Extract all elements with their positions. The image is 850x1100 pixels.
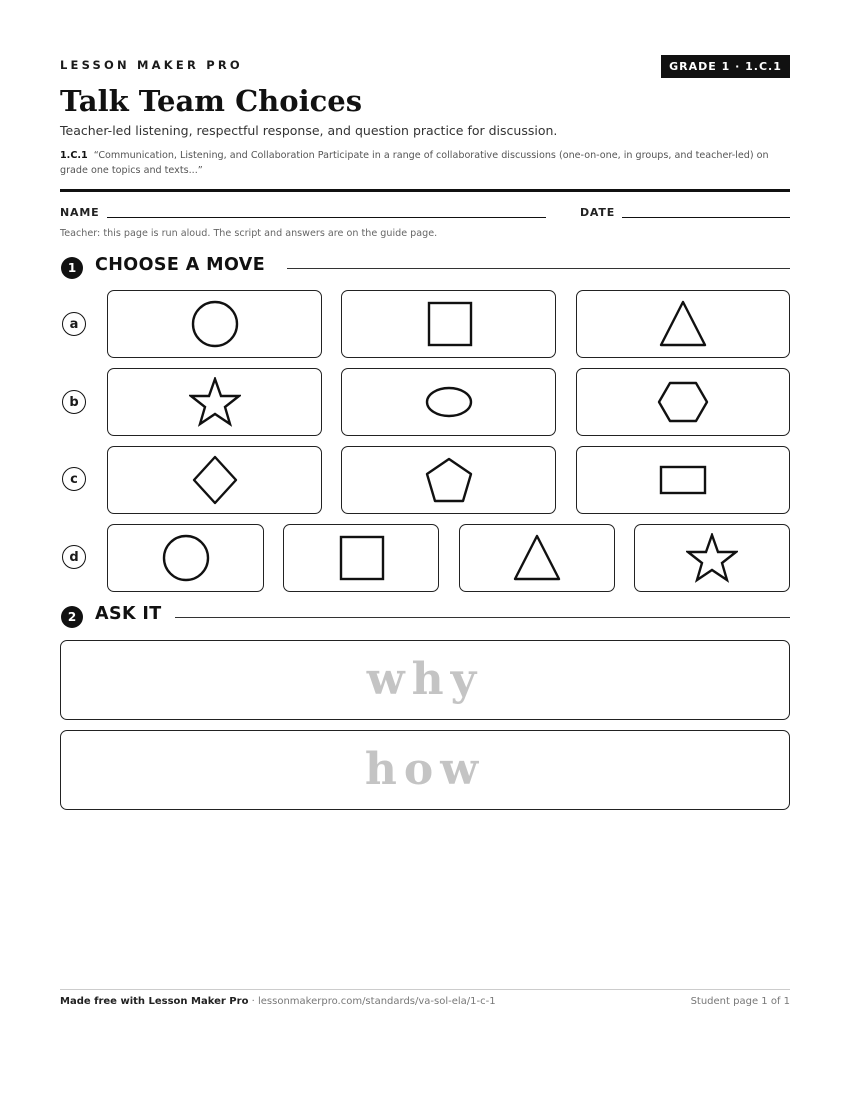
triangle-icon [512,533,562,583]
triangle-icon [658,299,708,349]
standard-code: 1.C.1 [60,150,88,161]
footer-made-with: Made free with Lesson Maker Pro [60,996,249,1007]
brand-name: LESSON MAKER PRO [60,58,243,72]
choice-card-b1[interactable] [107,368,322,436]
grade-badge: GRADE 1 · 1.C.1 [661,55,790,78]
rectangle-icon [658,464,708,496]
choice-card-a1[interactable] [107,290,322,358]
row-label-a: a [62,312,86,336]
square-icon [336,533,386,583]
footer-credit [60,996,496,1007]
footer-url[interactable]: · lessonmakerpro.com/standards/va-sol-ela/1-c-1 [248,996,496,1007]
diamond-icon [190,454,240,506]
circle-icon [161,533,211,583]
choice-card-a2[interactable] [341,290,556,358]
standard-description [60,148,795,178]
section-number-1: 1 [61,257,83,279]
standard-text: “Communication, Listening, and Collaboration Participate in a range of collaborative discussions (one-on-one, in groups, and teacher-led) on grade one topics and texts...” [60,150,769,176]
row-label-b: b [62,390,86,414]
ask-card-how[interactable] [60,730,790,810]
section-title-choose-a-move: CHOOSE A MOVE [95,255,266,275]
choice-card-c3[interactable] [576,446,790,514]
section-rule [287,268,790,269]
pentagon-icon [424,456,474,504]
section-rule [175,617,790,618]
row-label-c: c [62,467,86,491]
star-icon [189,377,241,427]
ask-word-how: how [364,744,486,795]
choice-card-b3[interactable] [576,368,790,436]
choice-card-a3[interactable] [576,290,790,358]
footer-page-number: Student page 1 of 1 [690,996,790,1007]
choice-card-c2[interactable] [341,446,556,514]
footer-divider [60,989,790,990]
choice-card-c1[interactable] [107,446,322,514]
row-label-d: d [62,545,86,569]
choice-card-d2[interactable] [283,524,439,592]
ask-word-why: why [366,654,484,705]
choice-card-d4[interactable] [634,524,790,592]
circle-icon [190,299,240,349]
section-title-ask-it: ASK IT [95,604,162,624]
choice-card-b2[interactable] [341,368,556,436]
star-icon [686,533,738,583]
name-label: NAME [60,206,100,219]
choice-card-d1[interactable] [107,524,264,592]
teacher-note: Teacher: this page is run aloud. The script and answers are on the guide page. [60,228,438,239]
date-field[interactable] [622,217,790,218]
page-subtitle: Teacher-led listening, respectful response, and question practice for discussion. [60,123,558,138]
oval-icon [424,385,474,419]
name-field[interactable] [107,217,546,218]
square-icon [424,299,474,349]
hexagon-icon [656,380,710,424]
header-divider [60,189,790,192]
section-number-2: 2 [61,606,83,628]
page-title: Talk Team Choices [60,84,363,118]
ask-card-why[interactable] [60,640,790,720]
choice-card-d3[interactable] [459,524,615,592]
date-label: DATE [580,206,616,219]
